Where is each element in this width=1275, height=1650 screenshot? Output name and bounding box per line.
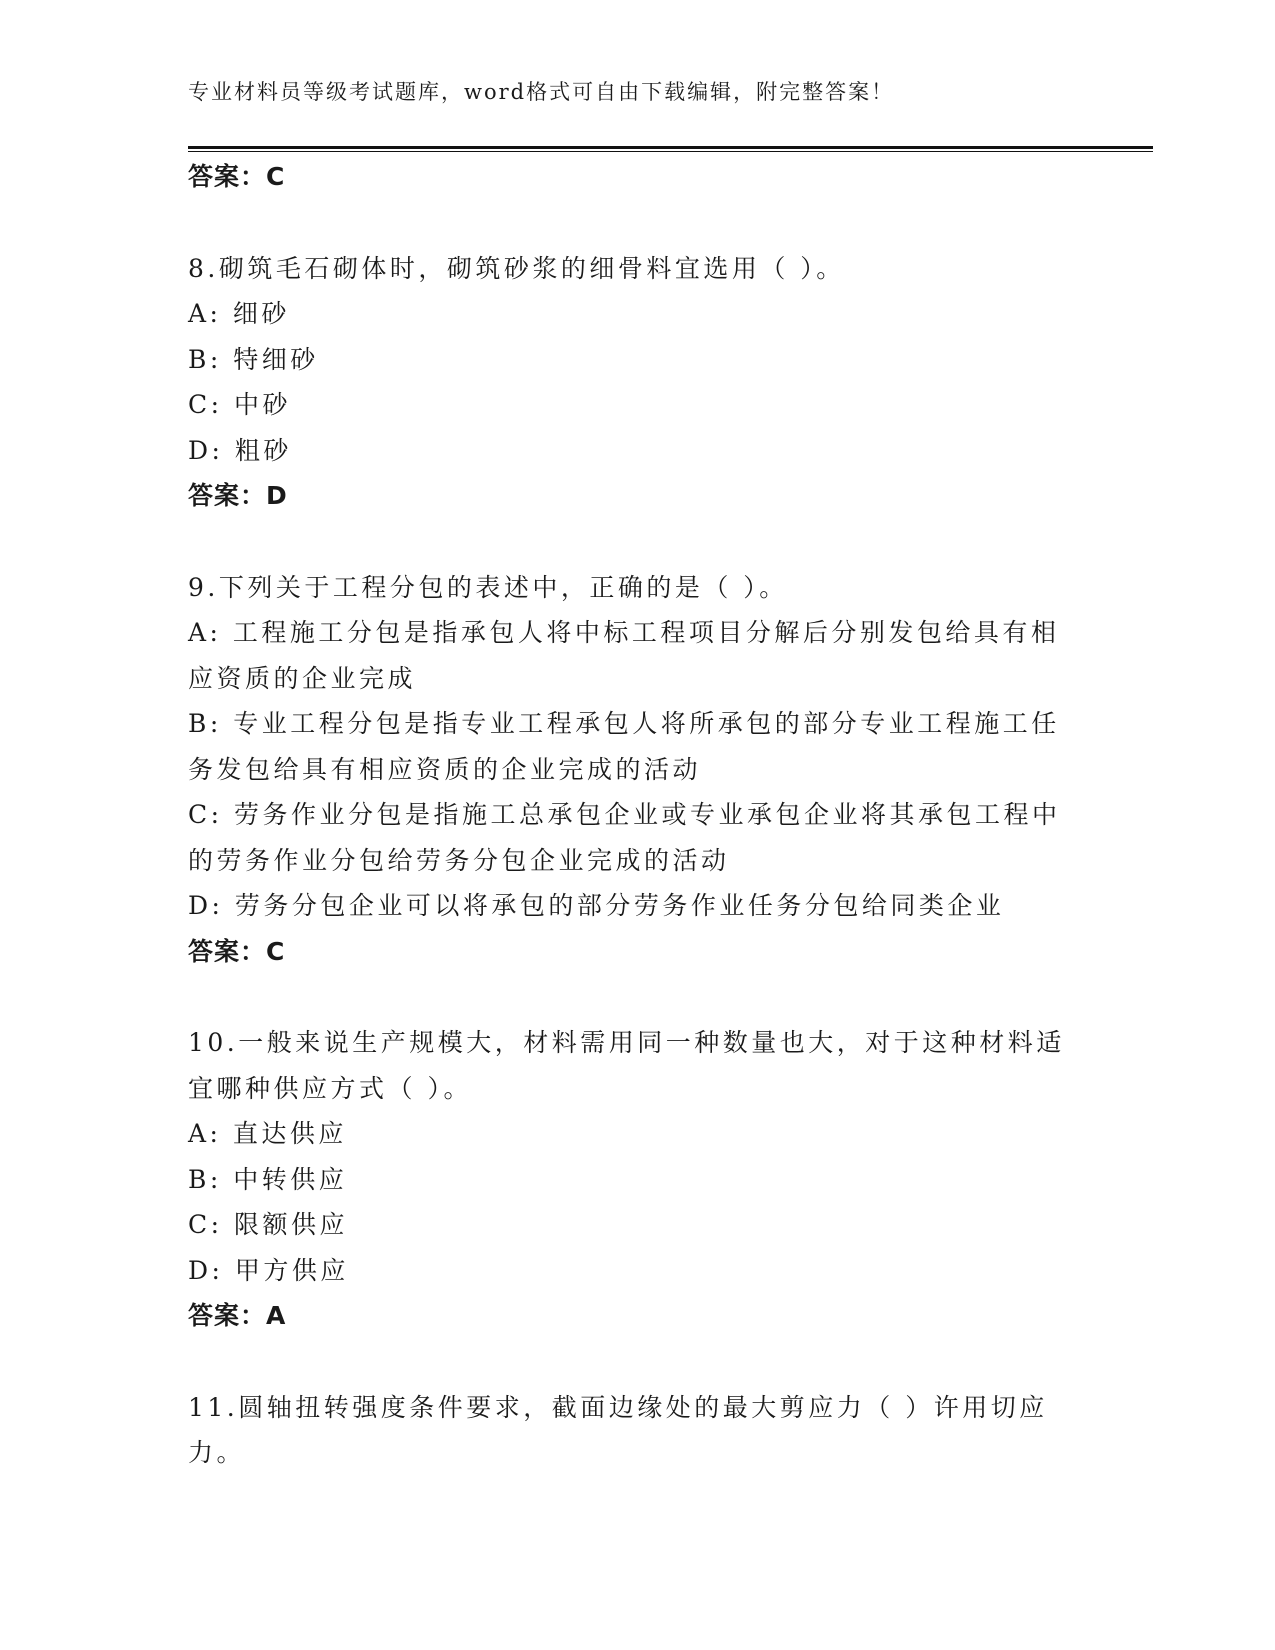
answer-prev: 答案：C xyxy=(188,162,286,191)
option-d: D: 粗砂 xyxy=(188,435,292,465)
option-b-cont: 务发包给具有相应资质的企业完成的活动 xyxy=(188,754,702,784)
page-header: 专业材料员等级考试题库，word格式可自由下载编辑，附完整答案！ xyxy=(188,80,895,104)
answer: 答案：C xyxy=(188,936,286,966)
question-9 xyxy=(188,565,1088,975)
option-c: C: 劳务作业分包是指施工总承包企业或专业承包企业将其承包工程中 xyxy=(188,800,1061,829)
question-text: 10.一般来说生产规模大，材料需用同一种数量也大，对于这种材料适 xyxy=(188,1028,1065,1057)
question-text: 8.砌筑毛石砌体时，砌筑砂浆的细骨料宜选用（ ）。 xyxy=(188,253,845,283)
question-text-cont: 宜哪种供应方式（ ）。 xyxy=(188,1073,472,1103)
option-c: C: 限额供应 xyxy=(188,1210,348,1239)
option-a: A: 工程施工分包是指承包人将中标工程项目分解后分别发包给具有相 xyxy=(188,618,1060,647)
option-c: C: 中砂 xyxy=(188,390,291,419)
header-rule-thick xyxy=(188,146,1153,149)
option-b: B: 特细砂 xyxy=(188,344,319,374)
option-a: A: 细砂 xyxy=(188,299,290,328)
answer: 答案：A xyxy=(188,1301,287,1330)
option-d: D: 甲方供应 xyxy=(188,1255,349,1285)
question-8 xyxy=(188,246,1088,519)
question-11 xyxy=(188,1385,1088,1476)
question-10 xyxy=(188,1020,1088,1339)
option-a: A: 直达供应 xyxy=(188,1119,347,1148)
question-text: 11.圆轴扭转强度条件要求，截面边缘处的最大剪应力（ ）许用切应 xyxy=(188,1392,1048,1422)
header-rule-thin xyxy=(188,151,1153,152)
question-text-cont: 力。 xyxy=(188,1438,246,1467)
option-b: B: 中转供应 xyxy=(188,1164,348,1194)
option-d: D: 劳务分包企业可以将承包的部分劳务作业任务分包给同类企业 xyxy=(188,891,1005,920)
option-c-cont: 的劳务作业分包给劳务分包企业完成的活动 xyxy=(188,845,730,875)
answer: 答案：D xyxy=(188,481,288,510)
question-text: 9.下列关于工程分包的表述中，正确的是（ ）。 xyxy=(188,572,788,602)
document-body xyxy=(188,154,1088,1476)
option-a-cont: 应资质的企业完成 xyxy=(188,663,417,693)
option-b: B: 专业工程分包是指专业工程承包人将所承包的部分专业工程施工任 xyxy=(188,709,1060,738)
